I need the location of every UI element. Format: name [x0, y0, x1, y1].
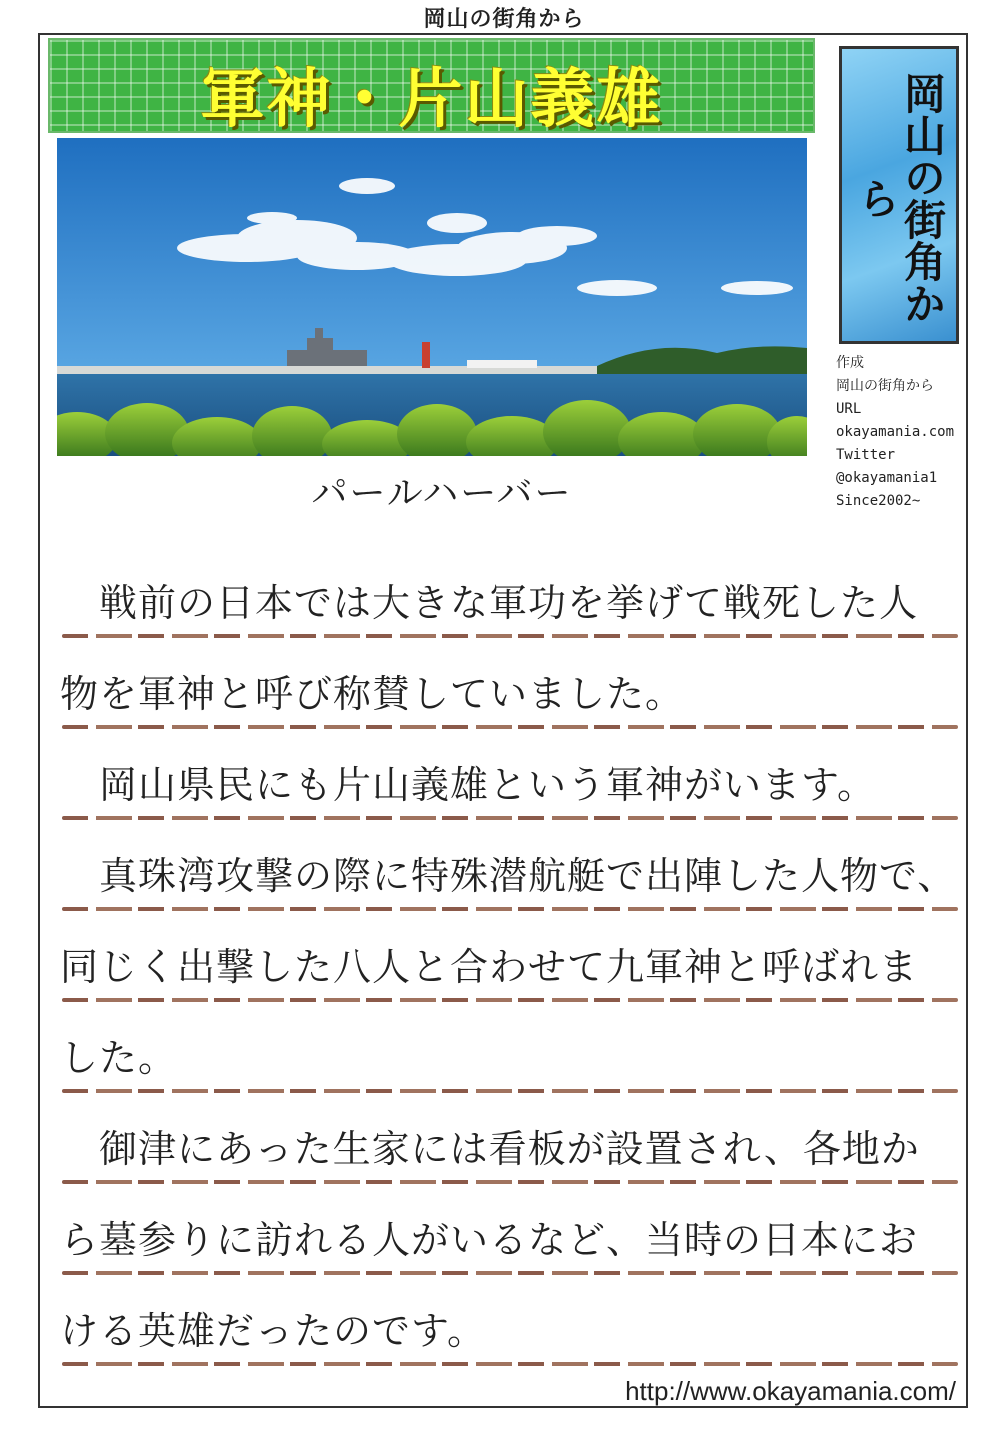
credit-line: 岡山の街角から	[836, 378, 934, 394]
body-line: 戦前の日本では大きな軍功を挙げて戦死した人	[60, 567, 960, 658]
footer-url[interactable]: http://www.okayamania.com/	[625, 1376, 956, 1406]
site-logo-text: 岡山の街角から	[852, 72, 947, 324]
article-body	[60, 567, 960, 1386]
credit-line: @okayamania1	[836, 470, 938, 486]
body-line: ら墓参りに訪れる人がいるなど、当時の日本にお	[60, 1204, 960, 1295]
photo-caption: パールハーバー	[311, 473, 573, 514]
body-line: 岡山県民にも片山義雄という軍神がいます。	[60, 749, 960, 840]
credit-line: 作成	[836, 355, 864, 371]
body-line: 御津にあった生家には看板が設置され、各地か	[60, 1113, 960, 1204]
credit-line: Since2002~	[836, 493, 921, 509]
credit-line: Twitter	[836, 447, 896, 463]
credits	[836, 352, 966, 513]
body-line: 真珠湾攻撃の際に特殊潜航艇で出陣した人物で、	[60, 840, 960, 931]
credit-line: URL	[836, 401, 862, 417]
top-caption: 岡山の街角から	[423, 7, 585, 32]
photo-illustration	[57, 138, 807, 456]
site-logo	[839, 46, 959, 344]
body-line: した。	[60, 1022, 960, 1113]
body-line: 同じく出撃した八人と合わせて九軍神と呼ばれま	[60, 931, 960, 1022]
credit-line: okayamania.com	[836, 424, 955, 440]
body-line: ける英雄だったのです。	[60, 1295, 960, 1386]
pearl-harbor-photo	[57, 138, 807, 456]
title-banner	[48, 38, 815, 137]
page-title: 軍神・片山義雄	[200, 63, 663, 137]
body-line: 物を軍神と呼び称賛していました。	[60, 658, 960, 749]
